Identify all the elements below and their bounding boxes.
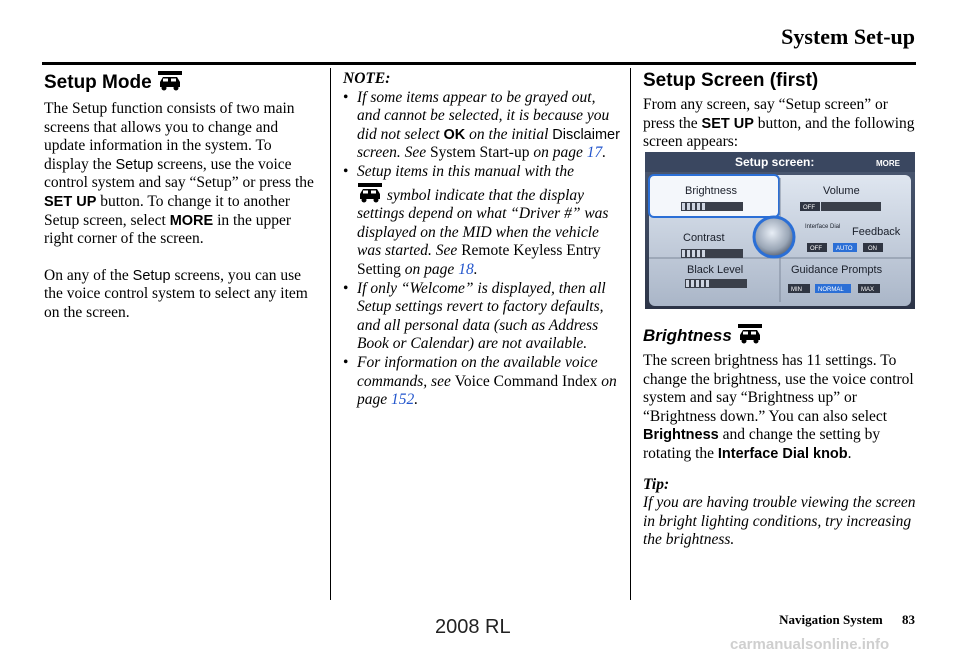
left-column	[44, 70, 319, 323]
header-rule	[42, 62, 916, 65]
text: on page	[529, 144, 587, 162]
text: on the initial	[465, 125, 553, 143]
text: in the upper right corner of the screen.	[44, 211, 292, 248]
setup-term: Setup	[115, 156, 154, 173]
text: The screen brightness has 11 settings. To change the brightness, use the voice control system and say “Brightness up” or “Brightness down.” You can also select	[643, 352, 914, 425]
text: on page	[357, 372, 617, 409]
setup-screen-illustration	[645, 152, 915, 309]
tip-label: Tip:	[643, 475, 670, 493]
tip-text: If you are having trouble viewing the screen in bright lighting conditions, try increasing the brightness.	[643, 494, 916, 549]
more-label: MORE	[876, 159, 900, 168]
note-bullet-3: • If only “Welcome” is displayed, then all Setup settings revert to factory defaults, and all personal data (such as Address Book or Calendar) are not available.	[343, 280, 621, 354]
text: and change the setting by rotating the	[643, 426, 881, 462]
column-divider-1	[330, 68, 331, 600]
car-driver-icon	[157, 70, 183, 92]
setup-term: Setup	[132, 267, 171, 284]
notes-column	[343, 70, 621, 410]
interface-dial-label: Interface Dial	[805, 224, 841, 230]
model-label: 2008 RL	[435, 616, 511, 638]
brightness-label: Brightness	[685, 185, 737, 197]
text: If some items appear to be grayed out, and cannot be selected, it is because you did not select	[357, 88, 610, 143]
right-column	[643, 70, 918, 152]
page-link-18[interactable]: 18	[458, 260, 474, 278]
brightness-paragraph	[643, 352, 918, 464]
guidance-prompts-label: Guidance Prompts	[791, 264, 883, 276]
text: screen. See	[357, 144, 431, 162]
text: screens, you can use the voice control system to select any item on the screen.	[44, 266, 308, 321]
setup-screen-title: Setup screen:	[735, 155, 815, 169]
column-divider-2	[630, 68, 631, 600]
setup-button-term: SET UP	[44, 193, 97, 210]
system-startup-link[interactable]: System Start-up	[430, 144, 530, 162]
setup-screen-image	[645, 152, 915, 309]
ok-term: OK	[443, 126, 466, 143]
note-bullet-4	[343, 354, 621, 410]
setup-screen-paragraph	[643, 96, 918, 152]
page-link-152[interactable]: 152	[391, 391, 415, 409]
text: Setup items in this manual with the	[357, 162, 574, 180]
brightness-section	[643, 323, 918, 550]
feedback-off-label: OFF	[810, 246, 822, 252]
text: From any screen, say “Setup screen” or press the	[643, 96, 888, 132]
more-term: MORE	[169, 212, 214, 229]
text: On any of the	[44, 266, 133, 284]
text: .	[602, 144, 607, 162]
car-driver-icon	[357, 182, 383, 204]
text: symbol indicate that the display settings depend on what “Driver #” was displayed on the MID when the vehicle was started. See	[357, 186, 609, 260]
text: For information on the available voice commands, see	[357, 353, 598, 390]
interface-dial-knob-term: Interface Dial knob	[717, 445, 848, 462]
setup-mode-paragraph-2	[44, 267, 319, 323]
note-bullet-1	[343, 89, 621, 163]
brightness-heading-text: Brightness	[643, 326, 732, 345]
remote-keyless-entry-link[interactable]: Remote Keyless Entry Setting	[357, 242, 601, 278]
text: The Setup function consists of two main screens that allows you to change and update information in the system. To display the	[44, 100, 295, 173]
page-number: 83	[902, 612, 915, 627]
page-header-title: System Set-up	[781, 24, 915, 49]
watermark: carmanualsonline.info	[730, 636, 890, 653]
volume-off-label: OFF	[803, 205, 815, 211]
voice-command-index-link[interactable]: Voice Command Index	[454, 372, 598, 390]
disclaimer-term: Disclaimer	[552, 126, 620, 143]
note-bullet-2	[343, 163, 621, 280]
feedback-auto-label: AUTO	[836, 246, 853, 252]
footer-label: Navigation System	[779, 612, 883, 627]
text: .	[414, 391, 419, 409]
note-label: NOTE:	[343, 70, 391, 87]
setup-mode-paragraph-1	[44, 100, 319, 249]
setup-button-term: SET UP	[701, 115, 754, 132]
brightness-term: Brightness	[643, 427, 719, 444]
guidance-normal-label: NORMAL	[818, 287, 844, 293]
brightness-heading	[643, 323, 918, 346]
text: screens, use the voice control system and say “Setup” or press the	[44, 155, 314, 192]
text: button. To change it to another Setup screen, select	[44, 192, 291, 229]
contrast-label: Contrast	[683, 232, 725, 244]
feedback-on-label: ON	[868, 246, 877, 252]
page-link-17[interactable]: 17	[586, 144, 603, 162]
page-footer	[779, 612, 915, 628]
black-level-label: Black Level	[687, 264, 744, 276]
car-driver-icon	[737, 323, 763, 345]
setup-mode-heading-text: Setup Mode	[44, 72, 152, 93]
setup-screen-heading: Setup Screen (first)	[643, 70, 819, 91]
text: button, and the following screen appears:	[643, 114, 915, 151]
volume-label: Volume	[823, 185, 860, 197]
text: on page	[400, 260, 459, 278]
setup-mode-heading	[44, 70, 319, 94]
guidance-min-label: MIN	[791, 287, 802, 293]
text: .	[473, 260, 478, 278]
guidance-max-label: MAX	[861, 287, 875, 293]
feedback-label: Feedback	[852, 226, 901, 238]
text: .	[847, 444, 852, 462]
